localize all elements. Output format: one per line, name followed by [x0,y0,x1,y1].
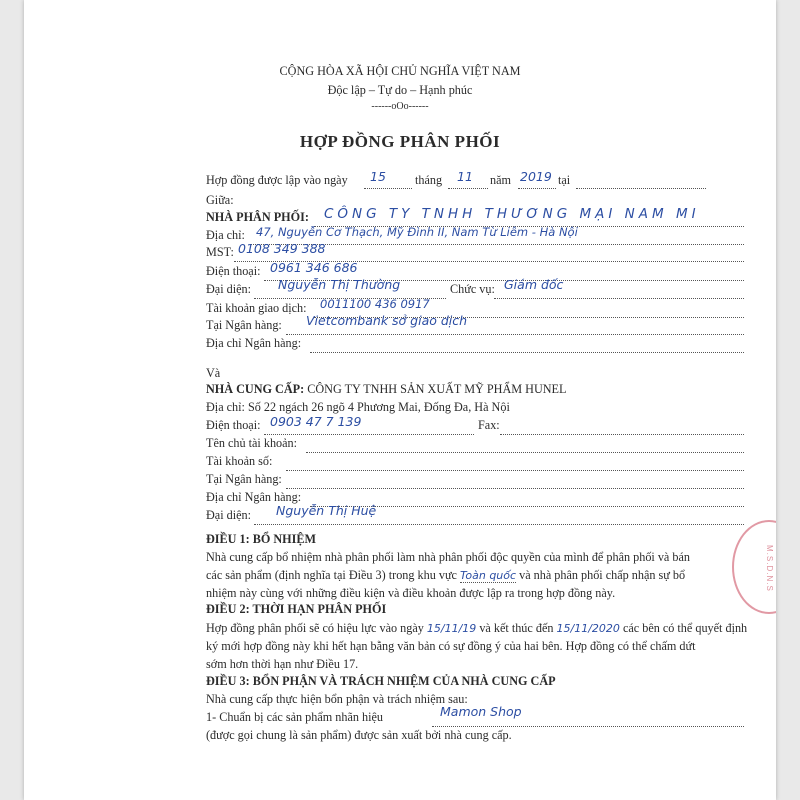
distributor-rep: Nguyễn Thị Thường [278,277,401,292]
supplier-address-label: Địa chỉ: [206,400,245,414]
intro-suffix: tại [558,173,571,187]
supplier-holder-label: Tên chủ tài khoản: [206,436,298,450]
supplier-phone-label: Điện thoại: [206,418,261,432]
contract-day: 15 [370,169,386,184]
national-title: CỘNG HÒA XÃ HỘI CHỦ NGHĨA VIỆT NAM [279,64,521,78]
supplier-rep-label: Đại diện: [206,508,252,522]
supplier-label: NHÀ CUNG CẤP: [206,382,305,396]
national-motto: Độc lập – Tự do – Hạnh phúc [327,83,473,97]
article1-region: Toàn quốc [460,569,517,582]
article2-start-date: 15/11/19 [426,622,477,635]
document-title: HỢP ĐỒNG PHÂN PHỐI [299,132,501,151]
article2-heading: ĐIỀU 2: THỜI HẠN PHÂN PHỐI [206,602,387,616]
article3-heading: ĐIỀU 3: BỔN PHẬN VÀ TRÁCH NHIỆM CỦA NHÀ CUNG CẤP [206,674,556,688]
article3-line1: Nhà cung cấp thực hiện bổn phận và trách nhiệm sau: [206,692,468,706]
article2-line3: sớm hơn thời hạn như Điều 17. [206,657,359,671]
dotted-line [286,488,744,489]
distributor-phone-label: Điện thoại: [206,264,261,278]
distributor-mst-label: MST: [206,245,234,259]
dotted-line [448,188,488,189]
company-stamp-text: M.S.D.N.S [765,545,774,592]
dotted-line [310,352,744,353]
contract-page [24,0,776,800]
dotted-line [364,188,412,189]
distributor-mst: 0108 349 388 [238,241,326,256]
article3-item1: 1- Chuẩn bị các sản phẩm nhãn hiệu [206,710,384,724]
dotted-line [494,298,744,299]
dotted-line [286,470,744,471]
dotted-line [518,188,556,189]
contract-year: 2019 [520,169,552,184]
supplier-line [206,382,566,397]
supplier-phone: 0903 47 7 139 [270,414,362,429]
distributor-account-label: Tài khoản giao dịch: [206,301,307,315]
supplier-address-line [206,400,510,415]
article2-line1-end: các bên có thể quyết định [622,621,748,635]
dotted-line [500,434,744,435]
distributor-account: 0011100 436 0917 [320,297,430,311]
article2-end-date: 15/11/2020 [556,622,620,635]
article2-line1 [206,621,747,636]
article1-heading: ĐIỀU 1: BỔ NHIỆM [206,532,317,546]
distributor-bank-label: Tại Ngân hàng: [206,318,282,332]
header-separator: ------oOo------ [371,101,429,112]
distributor-bank-address-label: Địa chỉ Ngân hàng: [206,336,302,350]
article2-line1-start: Hợp đồng phân phối sẽ có hiệu lực vào ngày [206,621,424,635]
distributor-address: 47, Nguyễn Cơ Thạch, Mỹ Đình II, Nam Từ Liêm - Hà Nội [256,225,578,239]
article1-line2-start: các sản phẩm (định nghĩa tại Điều 3) trong khu vực [206,568,457,582]
dotted-line [576,188,706,189]
dotted-line [432,726,744,727]
supplier-rep: Nguyễn Thị Huệ [276,503,377,518]
intro-month-label: tháng [415,173,443,187]
distributor-label: NHÀ PHÂN PHỐI: [206,210,309,224]
article2-line1-middle: và kết thúc đến [479,621,554,635]
and-label: Và [206,366,221,380]
dotted-line [306,452,744,453]
dotted-line [254,524,744,525]
supplier-address: Số 22 ngách 26 ngõ 4 Phương Mai, Đống Đa, Hà Nội [247,400,510,414]
supplier-bank-label: Tại Ngân hàng: [206,472,282,486]
article1-line3: nhiệm này cùng với những điều kiện và điều khoản được lập ra trong hợp đồng này. [206,586,616,600]
distributor-phone: 0961 346 686 [270,260,358,275]
distributor-position-label: Chức vụ: [450,282,495,296]
supplier-bank-address-label: Địa chỉ Ngân hàng: [206,490,302,504]
article1-line2-end: và nhà phân phối chấp nhận sự bổ [519,568,686,582]
between-label: Giữa: [206,193,234,207]
contract-month: 11 [457,169,473,184]
supplier-name: CÔNG TY TNHH SẢN XUẤT MỸ PHẨM HUNEL [307,382,567,396]
article3-brand: Mamon Shop [440,704,522,719]
intro-prefix: Hợp đồng được lập vào ngày [206,173,348,187]
article3-item1-note: (được gọi chung là sản phẩm) được sản xuất bởi nhà cung cấp. [206,728,512,742]
distributor-position: Giám đốc [504,277,564,292]
distributor-address-label: Địa chỉ: [206,228,245,242]
intro-year-label: năm [490,173,511,187]
article2-line2: ký mới hợp đồng này khi hết hạn bằng văn bản có sự đồng ý của hai bên. Hợp đồng có thể chấm dứt [206,639,696,653]
dotted-line [264,434,474,435]
distributor-name: CÔNG TY TNHH THƯƠNG MẠI NAM MI [324,206,700,222]
article1-line2 [206,568,685,583]
distributor-rep-label: Đại diện: [206,282,252,296]
article1-line1: Nhà cung cấp bổ nhiệm nhà phân phối làm nhà phân phối độc quyền của mình để phân phối và bán [206,550,690,564]
dotted-line [286,334,744,335]
supplier-fax-label: Fax: [478,418,500,432]
supplier-account-label: Tài khoản số: [206,454,273,468]
distributor-bank: Vietcombank sở giao dịch [306,313,468,328]
